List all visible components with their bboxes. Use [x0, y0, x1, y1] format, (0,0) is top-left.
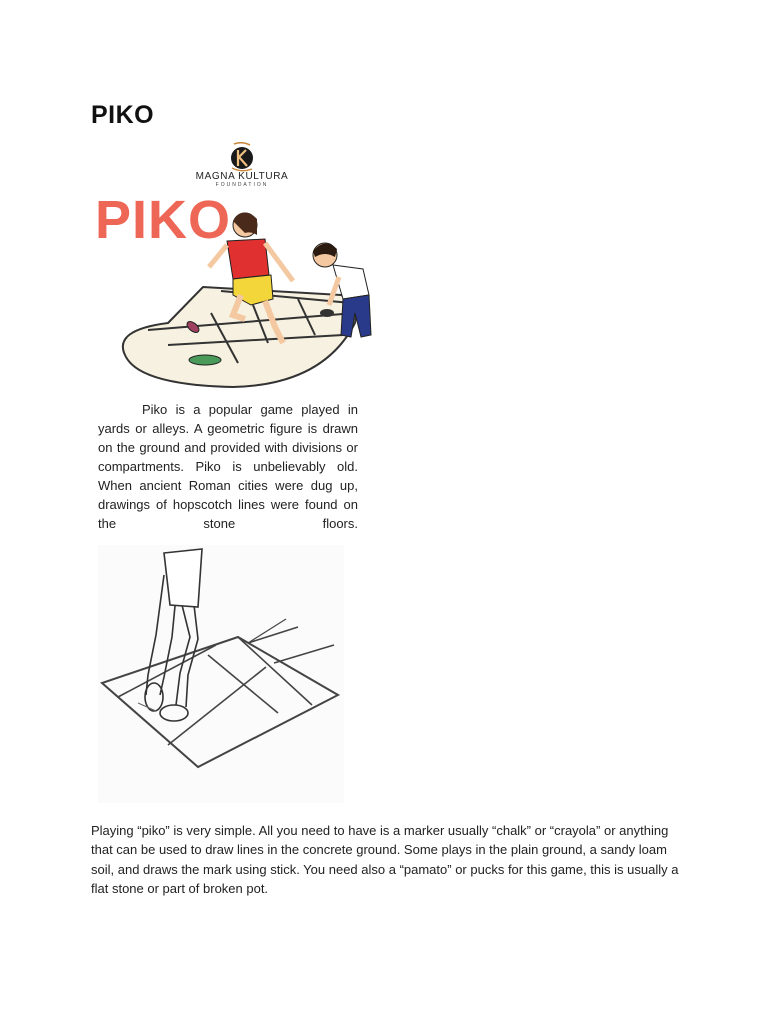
hopscotch-sketch	[98, 545, 344, 803]
hopscotch-sketch-illustration	[98, 545, 344, 803]
magna-kultura-logo	[188, 142, 296, 190]
page-title: PIKO	[91, 101, 155, 129]
paragraph-instructions: Playing “piko” is very simple. All you need to have is a marker usually “chalk” or “crayola” or anything that can be used to draw lines in the concrete ground. Some plays in the plain ground, a sandy loam soil, and draws the mark using stick. You need also a “pamato” or pucks for this game, this is usually a flat stone or part of broken pot.	[91, 823, 679, 896]
logo-brand-text: MAGNA KULTURA	[195, 171, 289, 182]
k-emblem-icon	[188, 142, 296, 172]
logo-subtitle-text: FOUNDATION	[215, 182, 269, 188]
illustration-word: PIKO	[95, 190, 232, 250]
piko-illustration	[93, 190, 393, 395]
paragraph-intro-text: Piko is a popular game played in yards or alleys. A geometric figure is drawn on the ground and provided with divisions or compartments. Piko is unbelievably old. When ancient Roman cities were dug up, drawings of hopscotch lines were found on the stone floors.	[98, 402, 358, 531]
paragraph-intro	[98, 400, 358, 533]
